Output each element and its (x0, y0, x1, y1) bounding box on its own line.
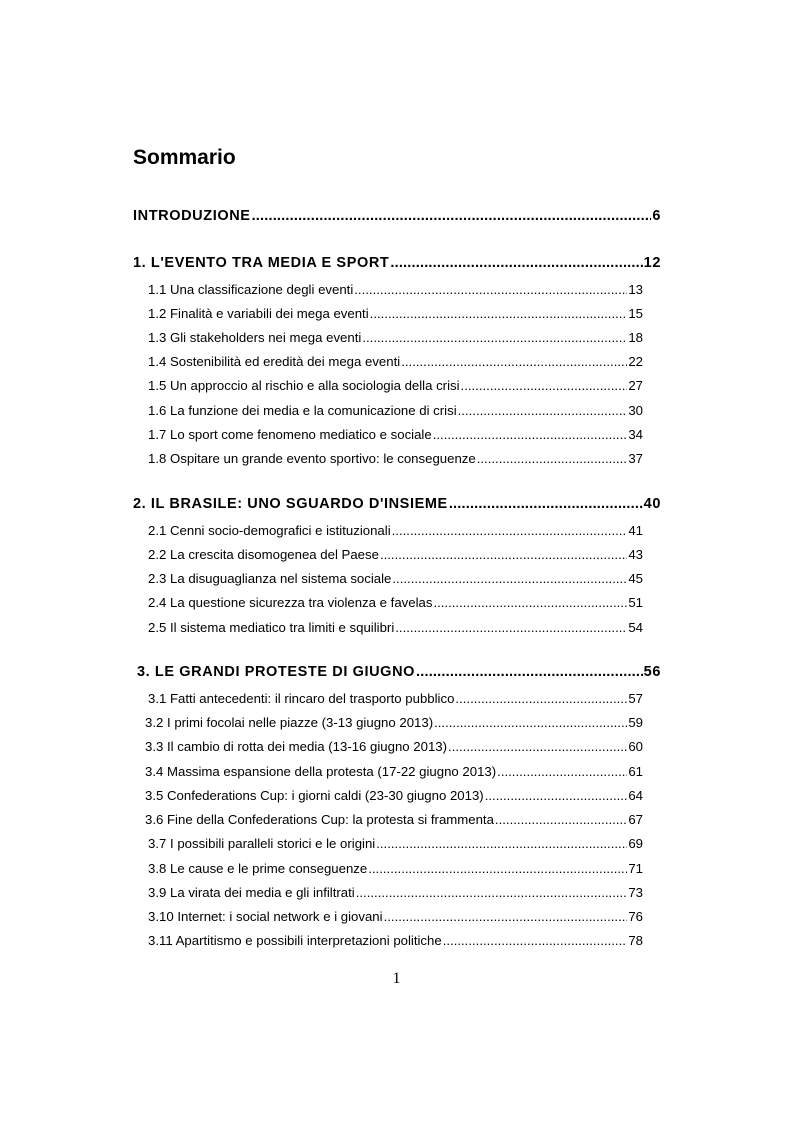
page-title: Sommario (133, 146, 236, 169)
toc-leader-dots (376, 836, 627, 851)
toc-leader-dots (461, 378, 628, 393)
toc-entry-page: 15 (628, 306, 643, 321)
toc-entry-3-9[interactable] (148, 885, 643, 900)
toc-entry-3-11[interactable] (148, 933, 643, 948)
toc-entry-label: 1.7 Lo sport come fenomeno mediatico e sociale (148, 427, 432, 442)
toc-entry-label: 1.5 Un approccio al rischio e alla sociologia della crisi (148, 378, 460, 393)
toc-entry-1-6[interactable] (148, 403, 643, 418)
toc-entry-label: 2.1 Cenni socio-demografici e istituzionali (148, 523, 391, 538)
toc-leader-dots (392, 523, 628, 538)
toc-entry-1-8[interactable] (148, 451, 643, 466)
toc-entry-label: 2.2 La crescita disomogenea del Paese (148, 547, 379, 562)
toc-leader-dots (433, 427, 628, 442)
toc-entry-label: 3.4 Massima espansione della protesta (17-22 giugno 2013) (145, 764, 497, 779)
toc-leader-dots (434, 715, 627, 730)
toc-entry-page: 60 (628, 739, 643, 754)
toc-leader-dots (443, 933, 628, 948)
toc-entry-page: 76 (628, 909, 643, 924)
toc-entry-1-5[interactable] (148, 378, 643, 393)
toc-leader-dots (485, 788, 628, 803)
toc-leader-dots (455, 691, 627, 706)
toc-entry-introduzione[interactable] (133, 208, 661, 224)
toc-entry-label: 3.11 Apartitismo e possibili interpretazioni politiche (148, 933, 442, 948)
toc-entry-label: 1.3 Gli stakeholders nei mega eventi (148, 330, 362, 345)
toc-entry-label: 2. IL BRASILE: UNO SGUARDO D'INSIEME (133, 496, 448, 512)
toc-entry-label: 3.7 I possibili paralleli storici e le origini (148, 836, 376, 851)
toc-entry-3-5[interactable] (145, 788, 643, 803)
toc-entry-label: 3.9 La virata dei media e gli infiltrati (148, 885, 355, 900)
toc-leader-dots (390, 255, 642, 271)
toc-entry-page: 27 (628, 378, 643, 393)
toc-entry-page: 73 (628, 885, 643, 900)
toc-entry-label: 1.2 Finalità e variabili dei mega eventi (148, 306, 369, 321)
toc-entry-3-10[interactable] (148, 909, 643, 924)
toc-entry-page: 13 (628, 282, 643, 297)
toc-entry-label: 1.4 Sostenibilità ed eredità dei mega eventi (148, 354, 401, 369)
toc-entry-label: 3.1 Fatti antecedenti: il rincaro del trasporto pubblico (148, 691, 455, 706)
toc-leader-dots (458, 403, 628, 418)
toc-leader-dots (495, 812, 627, 827)
toc-entry-3-6[interactable] (145, 812, 643, 827)
toc-entry-page: 78 (628, 933, 643, 948)
toc-entry-page: 59 (628, 715, 643, 730)
toc-leader-dots (362, 330, 627, 345)
toc-entry-2-1[interactable] (148, 523, 643, 538)
toc-entry-page: 61 (628, 764, 643, 779)
toc-entry-label: 3.8 Le cause e le prime conseguenze (148, 861, 368, 876)
toc-entry-label: INTRODUZIONE (133, 208, 251, 224)
toc-leader-dots (392, 571, 627, 586)
toc-entry-label: 3.5 Confederations Cup: i giorni caldi (23-30 giugno 2013) (145, 788, 484, 803)
toc-entry-page: 71 (628, 861, 643, 876)
toc-entry-page: 12 (643, 255, 661, 271)
toc-entry-page: 56 (643, 664, 661, 680)
toc-entry-page: 6 (652, 208, 661, 224)
toc-leader-dots (401, 354, 627, 369)
toc-leader-dots (433, 595, 627, 610)
toc-leader-dots (368, 861, 627, 876)
toc-leader-dots (354, 282, 627, 297)
toc-entry-label: 3.2 I primi focolai nelle piazze (3-13 giugno 2013) (145, 715, 434, 730)
toc-entry-page: 30 (628, 403, 643, 418)
toc-entry-label: 2.3 La disuguaglianza nel sistema sociale (148, 571, 392, 586)
toc-entry-page: 43 (628, 547, 643, 562)
toc-entry-chapter-2[interactable] (133, 496, 661, 512)
toc-entry-2-4[interactable] (148, 595, 643, 610)
toc-entry-1-4[interactable] (148, 354, 643, 369)
toc-entry-3-4[interactable] (145, 764, 643, 779)
toc-entry-chapter-3[interactable] (137, 664, 661, 680)
toc-entry-page: 51 (628, 595, 643, 610)
toc-leader-dots (380, 547, 627, 562)
toc-entry-page: 37 (628, 451, 643, 466)
toc-entry-3-3[interactable] (145, 739, 643, 754)
toc-entry-3-8[interactable] (148, 861, 643, 876)
toc-entry-2-2[interactable] (148, 547, 643, 562)
toc-entry-label: 2.4 La questione sicurezza tra violenza e favelas (148, 595, 433, 610)
toc-entry-page: 40 (643, 496, 661, 512)
toc-entry-label: 1.6 La funzione dei media e la comunicazione di crisi (148, 403, 457, 418)
toc-entry-page: 54 (628, 620, 643, 635)
toc-entry-label: 3.10 Internet: i social network e i giovani (148, 909, 383, 924)
toc-entry-3-2[interactable] (145, 715, 643, 730)
toc-entry-1-3[interactable] (148, 330, 643, 345)
toc-leader-dots (395, 620, 627, 635)
toc-leader-dots (252, 208, 652, 224)
toc-entry-2-3[interactable] (148, 571, 643, 586)
toc-entry-page: 41 (628, 523, 643, 538)
toc-leader-dots (416, 664, 643, 680)
toc-leader-dots (497, 764, 627, 779)
toc-entry-3-1[interactable] (148, 691, 643, 706)
toc-entry-page: 67 (628, 812, 643, 827)
toc-entry-page: 45 (628, 571, 643, 586)
toc-leader-dots (477, 451, 628, 466)
toc-entry-label: 3.6 Fine della Confederations Cup: la protesta si frammenta (145, 812, 494, 827)
toc-entry-label: 2.5 Il sistema mediatico tra limiti e squilibri (148, 620, 395, 635)
toc-entry-2-5[interactable] (148, 620, 643, 635)
toc-entry-page: 18 (628, 330, 643, 345)
toc-entry-page: 69 (628, 836, 643, 851)
toc-entry-label: 3.3 Il cambio di rotta dei media (13-16 giugno 2013) (145, 739, 448, 754)
page-number: 1 (392, 970, 401, 987)
toc-leader-dots (384, 909, 628, 924)
toc-entry-page: 34 (628, 427, 643, 442)
toc-entry-label: 3. LE GRANDI PROTESTE DI GIUGNO (137, 664, 416, 680)
toc-leader-dots (449, 496, 643, 512)
toc-entry-1-1[interactable] (148, 282, 643, 297)
toc-entry-3-7[interactable] (148, 836, 643, 851)
toc-leader-dots (356, 885, 628, 900)
toc-entry-label: 1.1 Una classificazione degli eventi (148, 282, 354, 297)
toc-entry-page: 64 (628, 788, 643, 803)
toc-entry-label: 1.8 Ospitare un grande evento sportivo: le conseguenze (148, 451, 476, 466)
toc-entry-label: 1. L'EVENTO TRA MEDIA E SPORT (133, 255, 390, 271)
toc-entry-1-2[interactable] (148, 306, 643, 321)
toc-entry-page: 22 (628, 354, 643, 369)
toc-entry-page: 57 (628, 691, 643, 706)
toc-entry-chapter-1[interactable] (133, 255, 661, 271)
toc-leader-dots (370, 306, 628, 321)
toc-leader-dots (448, 739, 627, 754)
toc-entry-1-7[interactable] (148, 427, 643, 442)
